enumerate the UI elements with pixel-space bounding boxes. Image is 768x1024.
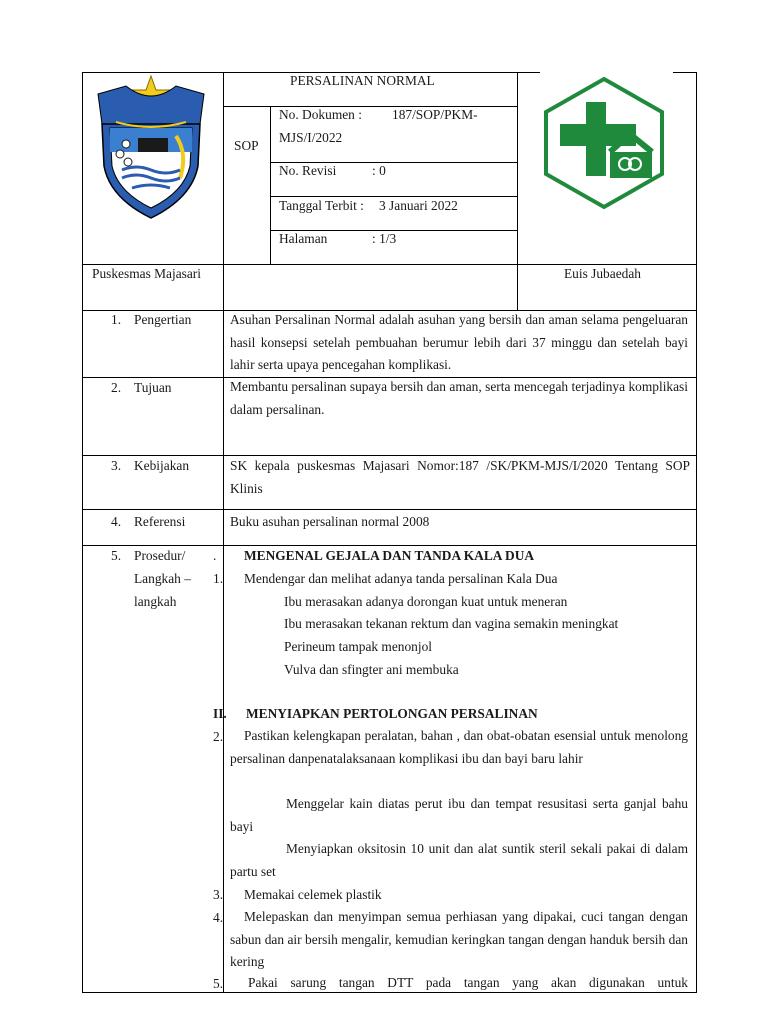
doc-no-label: No. Dokumen : [279, 107, 362, 122]
revisi-value: : 0 [372, 163, 386, 178]
section-text-referensi: Buku asuhan persalinan normal 2008 [230, 514, 430, 529]
step-number: 5. [213, 976, 224, 991]
header-col-divider-1 [223, 72, 224, 992]
section-number: 1. [111, 312, 122, 327]
section-number: 4. [111, 514, 122, 529]
section-label-prosedur-3: langkah [134, 594, 177, 609]
table-border-left [82, 72, 83, 993]
terbit-label: Tanggal Terbit : [279, 198, 364, 213]
section-number: 5. [111, 548, 122, 563]
section-label-pengertian: Pengertian [134, 312, 192, 327]
step-2-sub-item: Menggelar kain diatas perut ibu dan tempat resusitasi serta ganjal bahu bayi [230, 796, 688, 834]
table-border-right [696, 72, 697, 993]
section-number: 2. [111, 380, 122, 395]
halaman-value: : 1/3 [372, 231, 397, 246]
step-2-text: Pastikan kelengkapan peralatan, bahan , dan obat-obatan esensial untuk menolong persalinan danpenatalaksanaan komplikasi ibu dan bayi baru lahir [230, 728, 688, 766]
section-text-tujuan: Membantu persalinan supaya bersih dan aman, serta mencegah terjadinya komplikasi dalam persalinan. [230, 379, 688, 417]
revisi-label: No. Revisi [279, 163, 337, 178]
step-number: 1. [213, 571, 224, 586]
step-1-sub-item: Perineum tampak menonjol [284, 639, 433, 654]
step-heading-2: MENYIAPKAN PERTOLONGAN PERSALINAN [246, 706, 538, 721]
terbit-value: 3 Januari 2022 [379, 198, 458, 213]
step-2-sub-item: Menyiapkan oksitosin 10 unit dan alat suntik steril sekali pakai di dalam partu set [230, 841, 688, 879]
step-1-sub-item: Ibu merasakan adanya dorongan kuat untuk meneran [284, 594, 568, 609]
row-line-referensi-top [82, 509, 697, 510]
section-label-kebijakan: Kebijakan [134, 458, 190, 473]
section-text-kebijakan: SK kepala puskesmas Majasari Nomor:187 /SK/PKM-MJS/I/2020 Tentang SOP Klinis [230, 458, 690, 496]
puskesmas-logo [540, 76, 668, 210]
section-label-tujuan: Tujuan [134, 380, 172, 395]
document-title: PERSALINAN NORMAL [290, 73, 435, 88]
row-line-prosedur-top [82, 545, 697, 546]
signatory-name: Euis Jubaedah [564, 266, 641, 281]
step-heading-1: MENGENAL GEJALA DAN TANDA KALA DUA [244, 548, 535, 563]
header-col-divider-3 [517, 72, 518, 310]
step-1-text: Mendengar dan melihat adanya tanda persalinan Kala Dua [244, 571, 558, 586]
step-4-text: Melepaskan dan menyimpan semua perhiasan yang dipakai, cuci tangan dengan sabun dan air bersih mengalir, kemudian keringkan tangan dengan handuk bersih dan kering [230, 909, 688, 969]
step-1-sub-item: Vulva dan sfingter ani membuka [284, 662, 459, 677]
section-label-prosedur-1: Prosedur/ [134, 548, 186, 563]
section-number: 3. [111, 458, 122, 473]
header-col-divider-2 [270, 106, 271, 264]
step-heading-number: II. [213, 706, 227, 721]
section-text-pengertian: Asuhan Persalinan Normal adalah asuhan yang bersih dan aman selama pengeluaran hasil konsepsi setelah pembuahan berumur lebih dari 37 minggu dan setelah bayi lahir serta upaya pencegahan komplikasi. [230, 312, 688, 372]
step-5-text: Pakai sarung tangan DTT pada tangan yang akan digunakan untuk [248, 975, 688, 990]
step-1-sub-item: Ibu merasakan tekanan rektum dan vagina semakin meningkat [284, 616, 619, 631]
doc-no-value: 187/SOP/PKM- [392, 107, 478, 122]
sop-label: SOP [234, 138, 259, 153]
step-heading-number: . [213, 548, 217, 563]
section-label-prosedur-2: Langkah – [134, 571, 191, 586]
step-3-text: Memakai celemek plastik [244, 887, 382, 902]
doc-no-value-cont: MJS/I/2022 [279, 130, 343, 145]
section-label-referensi: Referensi [134, 514, 186, 529]
step-number: 4. [213, 910, 224, 925]
regional-emblem-logo [92, 74, 210, 224]
halaman-label: Halaman [279, 231, 328, 246]
org-name: Puskesmas Majasari [92, 266, 201, 281]
table-border-top-right [673, 72, 697, 73]
step-number: 2. [213, 729, 224, 744]
step-number: 3. [213, 887, 224, 902]
